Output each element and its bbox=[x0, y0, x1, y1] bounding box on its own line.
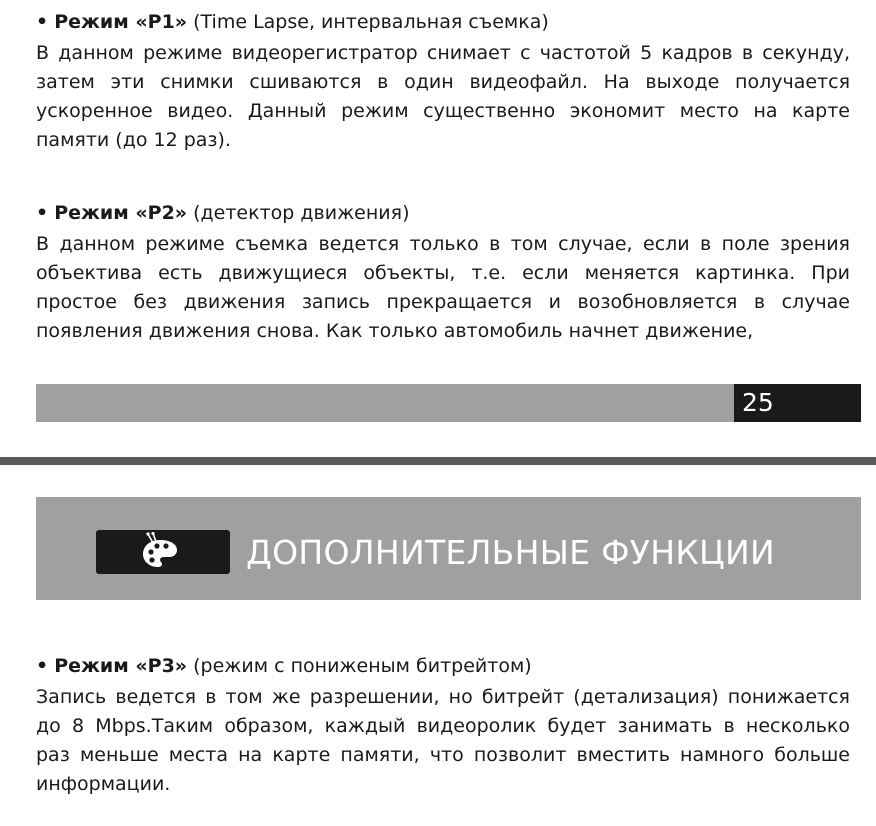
page-number-box bbox=[734, 384, 861, 422]
mode-p3-label: Режим «P3» bbox=[54, 655, 188, 677]
mode-p3-heading bbox=[36, 654, 850, 678]
mode-p2-line-2: объектива есть движущиеся объекты, т.е. если меняется картинка. При bbox=[36, 262, 850, 284]
mode-p1-line-1: В данном режиме видеорегистратор снимает с частотой 5 кадров в секунду, bbox=[36, 42, 850, 64]
mode-p3-line-3: раз меньше места на карте памяти, что позволит вместить намного больше bbox=[36, 744, 850, 766]
section-icon-box bbox=[96, 530, 230, 574]
section-title: ДОПОЛНИТЕЛЬНЫЕ ФУНКЦИИ bbox=[246, 533, 775, 572]
mode-p3-section bbox=[36, 654, 850, 799]
mode-p3-line-4: информации. bbox=[36, 773, 171, 795]
mode-p3-line-2: до 8 Mbps.Таким образом, каждый видеоролик будет занимать в несколько bbox=[36, 715, 850, 737]
mode-p1-description: (Time Lapse, интервальная съемка) bbox=[187, 11, 549, 33]
mode-p2-line-1: В данном режиме съемка ведется только в том случае, если в поле зрения bbox=[36, 233, 850, 255]
mode-p1-line-4: памяти (до 12 раз). bbox=[36, 129, 231, 151]
mode-p2-line-4: появления движения снова. Как только автомобиль начнет движение, bbox=[36, 320, 754, 342]
palette-icon bbox=[140, 532, 180, 572]
mode-p1-label: Режим «P1» bbox=[54, 11, 188, 33]
bullet: • bbox=[36, 11, 49, 33]
bullet: • bbox=[36, 202, 49, 224]
mode-p1-section bbox=[36, 10, 850, 155]
mode-p3-description: (режим с пониженым битрейтом) bbox=[187, 655, 532, 677]
mode-p2-line-3: простое без движения запись прекращается и возобновляется в случае bbox=[36, 291, 850, 313]
mode-p1-line-2: затем эти снимки сшиваются в один видеофайл. На выходе получается bbox=[36, 71, 850, 93]
mode-p3-line-1: Запись ведется в том же разрешении, но битрейт (детализация) понижается bbox=[36, 686, 850, 708]
bullet: • bbox=[36, 655, 49, 677]
page-footer-bar bbox=[36, 384, 734, 422]
mode-p2-heading bbox=[36, 201, 850, 225]
mode-p1-line-3: ускоренное видео. Данный режим существенно экономит место на карте bbox=[36, 100, 850, 122]
mode-p2-description: (детектор движения) bbox=[187, 202, 410, 224]
mode-p2-section bbox=[36, 201, 850, 346]
mode-p2-label: Режим «P2» bbox=[54, 202, 188, 224]
mode-p1-heading bbox=[36, 10, 850, 34]
page-divider bbox=[0, 457, 876, 465]
page-number: 25 bbox=[742, 388, 774, 417]
section-header-band bbox=[36, 497, 861, 600]
